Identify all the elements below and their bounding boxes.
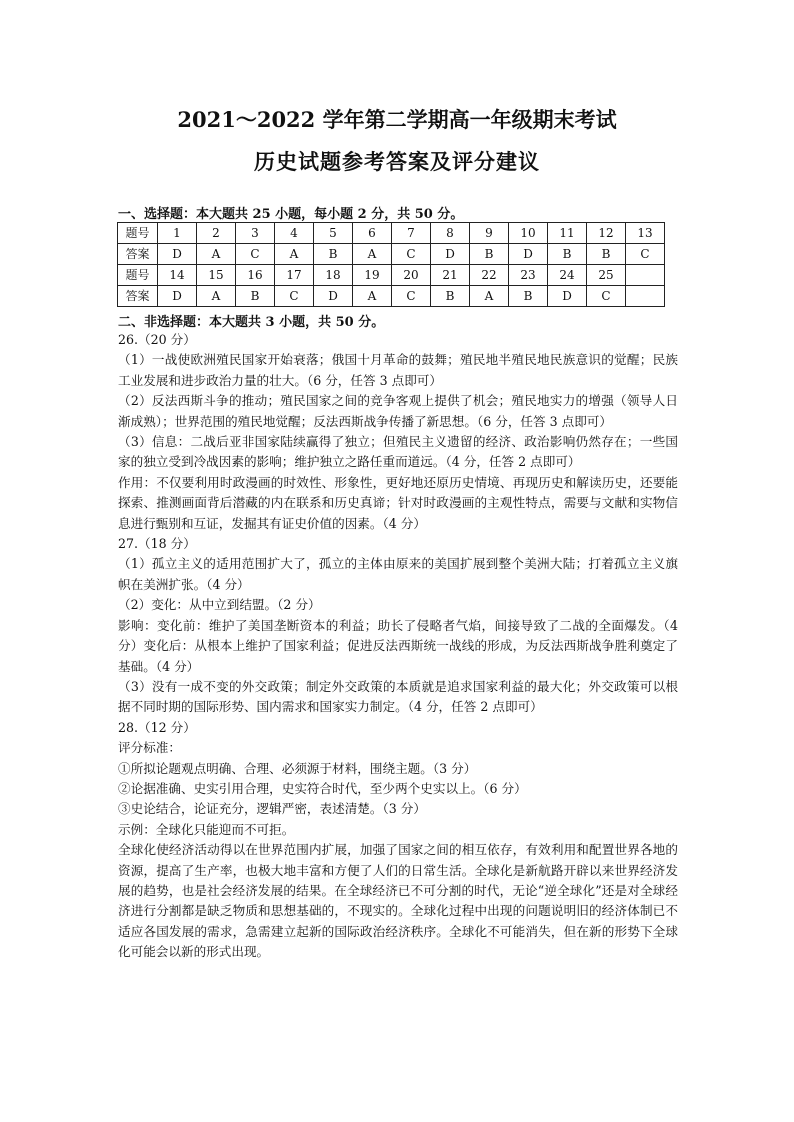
table-cell: C bbox=[392, 244, 431, 265]
table-cell: 4 bbox=[275, 223, 314, 244]
table-cell: A bbox=[197, 244, 236, 265]
answer-paragraph: ③史论结合，论证充分，逻辑严密，表述清楚。（3 分） bbox=[118, 801, 426, 817]
table-cell: 24 bbox=[548, 265, 587, 286]
table-cell: 3 bbox=[236, 223, 275, 244]
answer-paragraph: 全球化使经济活动得以在世界范围内扩展，加强了国家之间的相互依存，有效利用和配置世界各地的资源，提高了生产率，也极大地丰富和方便了人们的日常生活。全球化是新航路开辟以来世界经济发展的趋势，也是社会经济发展的结果。在全球经济已不可分割的时代，无论“逆全球化”还是对全球经济进行分割都是缺乏物质和思想基础的，不现实的。全球化过程中出现的问题说明旧的经济体制已不适应各国发展的需求，急需建立起新的国际政治经济秩序。全球化不可能消失，但在新的形势下全球化可能会以新的形式出现。 bbox=[118, 842, 678, 960]
table-cell: A bbox=[470, 286, 509, 307]
table-cell: 7 bbox=[392, 223, 431, 244]
answer-paragraph: （2）反法西斯斗争的推动；殖民国家之间的竞争客观上提供了机会；殖民地实力的增强（领导人日渐成熟）；世界范围的殖民地觉醒；反法西斯战争传播了新思想。（6 分，任答 3 点即可） bbox=[118, 393, 678, 429]
table-cell: 答案 bbox=[118, 244, 158, 265]
table-cell: B bbox=[236, 286, 275, 307]
table-cell: D bbox=[509, 244, 548, 265]
table-row bbox=[118, 265, 665, 286]
table-cell: D bbox=[158, 244, 197, 265]
table-cell: 13 bbox=[626, 223, 665, 244]
table-cell: 题号 bbox=[118, 223, 158, 244]
table-cell: C bbox=[626, 244, 665, 265]
table-cell: A bbox=[275, 244, 314, 265]
table-cell: 21 bbox=[431, 265, 470, 286]
table-cell: 17 bbox=[275, 265, 314, 286]
table-cell: 15 bbox=[197, 265, 236, 286]
question-heading: 27.（18 分） bbox=[118, 536, 196, 552]
table-cell: B bbox=[314, 244, 353, 265]
table-cell: B bbox=[587, 244, 626, 265]
table-cell: A bbox=[353, 244, 392, 265]
question-heading: 28.（12 分） bbox=[118, 719, 196, 735]
answer-key-table bbox=[117, 222, 665, 307]
table-cell: B bbox=[470, 244, 509, 265]
document-subtitle: 历史试题参考答案及评分建议 bbox=[254, 149, 540, 174]
table-cell: 9 bbox=[470, 223, 509, 244]
table-cell: 1 bbox=[158, 223, 197, 244]
section-heading-essay: 二、非选择题：本大题共 3 小题，共 50 分。 bbox=[118, 315, 385, 330]
table-cell: D bbox=[314, 286, 353, 307]
table-cell: 23 bbox=[509, 265, 548, 286]
answer-paragraph: 作用：不仅要利用时政漫画的时效性、形象性，更好地还原历史情境、再现历史和解读历史，还要能探索、推测画面背后潜藏的内在联系和历史真谛；针对时政漫画的主观性特点，需要与文献和实物信息进行甄别和互证，发掘其有证史价值的因素。（4 分） bbox=[118, 474, 678, 531]
answer-paragraph: （3）没有一成不变的外交政策；制定外交政策的本质就是追求国家利益的最大化；外交政策可以根据不同时期的国际形势、国内需求和国家实力制定。（4 分，任答 2 点即可） bbox=[118, 678, 678, 715]
table-cell: C bbox=[275, 286, 314, 307]
table-cell: 11 bbox=[548, 223, 587, 244]
table-cell: 5 bbox=[314, 223, 353, 244]
table-cell: 题号 bbox=[118, 265, 158, 286]
table-cell: B bbox=[548, 244, 587, 265]
table-cell: 22 bbox=[470, 265, 509, 286]
table-cell: C bbox=[392, 286, 431, 307]
answer-paragraph: ①所拟论题观点明确、合理、必须源于材料，围绕主题。（3 分） bbox=[118, 760, 477, 776]
table-cell: 18 bbox=[314, 265, 353, 286]
answer-paragraph: 评分标准： bbox=[118, 740, 181, 756]
answer-paragraph: （1）一战使欧洲殖民国家开始衰落；俄国十月革命的鼓舞；殖民地半殖民地民族意识的觉醒；民族工业发展和进步政治力量的壮大。（6 分，任答 3 点即可） bbox=[118, 352, 678, 388]
table-cell bbox=[626, 286, 665, 307]
table-cell: 14 bbox=[158, 265, 197, 286]
table-cell: A bbox=[353, 286, 392, 307]
answer-body bbox=[118, 330, 678, 963]
answer-paragraph: 示例：全球化只能迎而不可拒。 bbox=[118, 821, 295, 837]
table-row bbox=[118, 223, 665, 244]
table-row bbox=[118, 286, 665, 307]
table-cell: 12 bbox=[587, 223, 626, 244]
table-cell: A bbox=[197, 286, 236, 307]
table-cell: 6 bbox=[353, 223, 392, 244]
table-cell bbox=[626, 265, 665, 286]
table-cell: 8 bbox=[431, 223, 470, 244]
table-cell: D bbox=[431, 244, 470, 265]
answer-paragraph: （2）变化：从中立到结盟。（2 分） bbox=[118, 597, 321, 613]
table-cell: 16 bbox=[236, 265, 275, 286]
section-heading-choice: 一、选择题：本大题共 25 小题，每小题 2 分，共 50 分。 bbox=[118, 207, 464, 222]
table-cell: 答案 bbox=[118, 286, 158, 307]
question-heading: 26.（20 分） bbox=[118, 332, 196, 347]
answer-paragraph: 影响：变化前：维护了美国垄断资本的利益；助长了侵略者气焰，间接导致了二战的全面爆发。（4 分）变化后：从根本上维护了国家利益；促进反法西斯统一战线的形成，为反法西斯战争胜利奠定了基础。（4 分） bbox=[118, 617, 678, 674]
table-cell: B bbox=[509, 286, 548, 307]
table-cell: B bbox=[431, 286, 470, 307]
table-cell: 2 bbox=[197, 223, 236, 244]
answer-paragraph: ②论据准确、史实引用合理，史实符合时代，至少两个史实以上。（6 分） bbox=[118, 780, 527, 796]
table-cell: 10 bbox=[509, 223, 548, 244]
table-cell: C bbox=[587, 286, 626, 307]
table-row bbox=[118, 244, 665, 265]
answer-paragraph: （3）信息：二战后亚非国家陆续赢得了独立；但殖民主义遗留的经济、政治影响仍然存在；一些国家的独立受到冷战因素的影响；维护独立之路任重而道远。（4 分，任答 2 点即可） bbox=[118, 434, 678, 470]
table-cell: D bbox=[158, 286, 197, 307]
table-cell: C bbox=[236, 244, 275, 265]
table-cell: 20 bbox=[392, 265, 431, 286]
table-cell: 25 bbox=[587, 265, 626, 286]
table-cell: 19 bbox=[353, 265, 392, 286]
answer-paragraph: （1）孤立主义的适用范围扩大了，孤立的主体由原来的美国扩展到整个美洲大陆；打着孤立主义旗帜在美洲扩张。（4 分） bbox=[118, 556, 678, 592]
document-title: 2021～2022 学年第二学期高一年级期末考试 bbox=[177, 107, 617, 132]
table-cell: D bbox=[548, 286, 587, 307]
